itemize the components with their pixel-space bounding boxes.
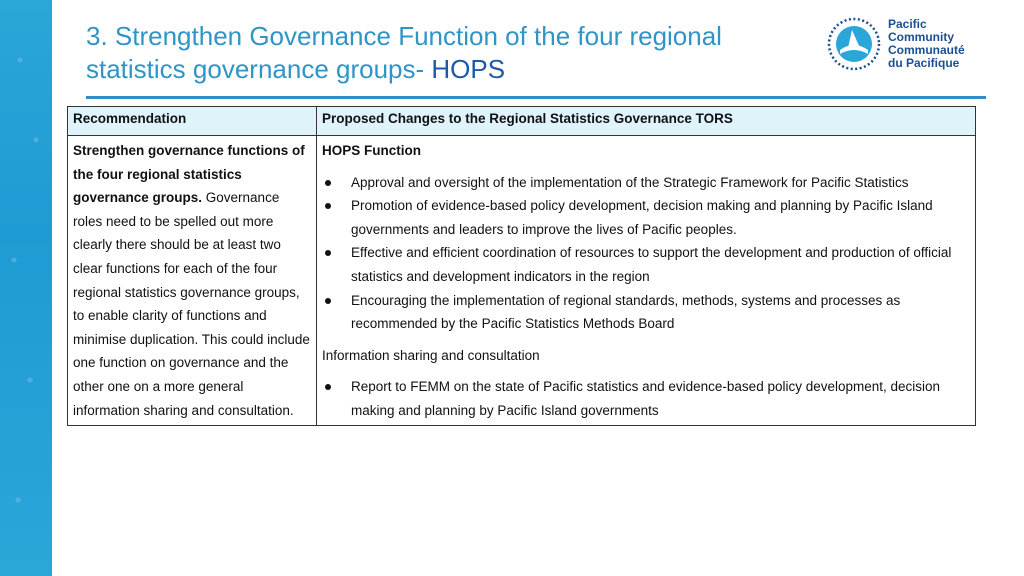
logo-line-1: Pacific xyxy=(888,17,927,31)
logo-line-4: du Pacifique xyxy=(888,56,960,70)
hops-function-list xyxy=(322,171,970,336)
list-item: Encouraging the implementation of regional standards, methods, systems and processes as recommended by the Pacific Statistics Methods Board xyxy=(322,289,970,336)
table-header-row xyxy=(68,107,976,136)
governance-table xyxy=(67,106,976,426)
band-pattern xyxy=(0,0,52,576)
info-sharing-heading: Information sharing and consultation xyxy=(322,347,540,363)
pacific-community-logo-icon xyxy=(826,16,882,72)
header-proposed-changes: Proposed Changes to the Regional Statistics Governance TORS xyxy=(317,107,976,136)
recommendation-cell xyxy=(68,136,317,426)
pacific-community-logo xyxy=(826,16,996,76)
list-item: Report to FEMM on the state of Pacific statistics and evidence-based policy development, decision making and planning by Pacific Island governments xyxy=(322,375,970,422)
title-accent: HOPS xyxy=(431,54,506,84)
logo-line-3: Communauté xyxy=(888,43,965,57)
recommendation-bold: Strengthen governance functions of the four regional statistics governance groups. xyxy=(73,143,305,206)
recommendation-text: Governance roles need to be spelled out more clearly there should be at least two clear functions for each of the four regional statistics governance groups, to enable clarity of functions and minimise duplication. This could include one function on governance and the other one on a more general information sharing and consultation. xyxy=(73,190,310,418)
list-item: Approval and oversight of the implementation of the Strategic Framework for Pacific Statistics xyxy=(322,171,970,195)
logo-text xyxy=(888,18,965,70)
list-item: Effective and efficient coordination of resources to support the development and production of official statistics and development indicators in the region xyxy=(322,241,970,288)
hops-function-heading: HOPS Function xyxy=(322,143,421,158)
left-decorative-band xyxy=(0,0,52,576)
logo-line-2: Community xyxy=(888,30,954,44)
table-row xyxy=(68,136,976,426)
title-divider xyxy=(86,96,986,99)
list-item: Promotion of evidence-based policy development, decision making and planning by Pacific Island governments and leaders to improve the lives of Pacific peoples. xyxy=(322,194,970,241)
header-recommendation: Recommendation xyxy=(68,107,317,136)
title-main: 3. Strengthen Governance Function of the four regional statistics governance groups- xyxy=(86,21,722,84)
proposed-changes-cell xyxy=(317,136,976,426)
info-sharing-list xyxy=(322,375,970,422)
slide-title xyxy=(86,20,786,86)
